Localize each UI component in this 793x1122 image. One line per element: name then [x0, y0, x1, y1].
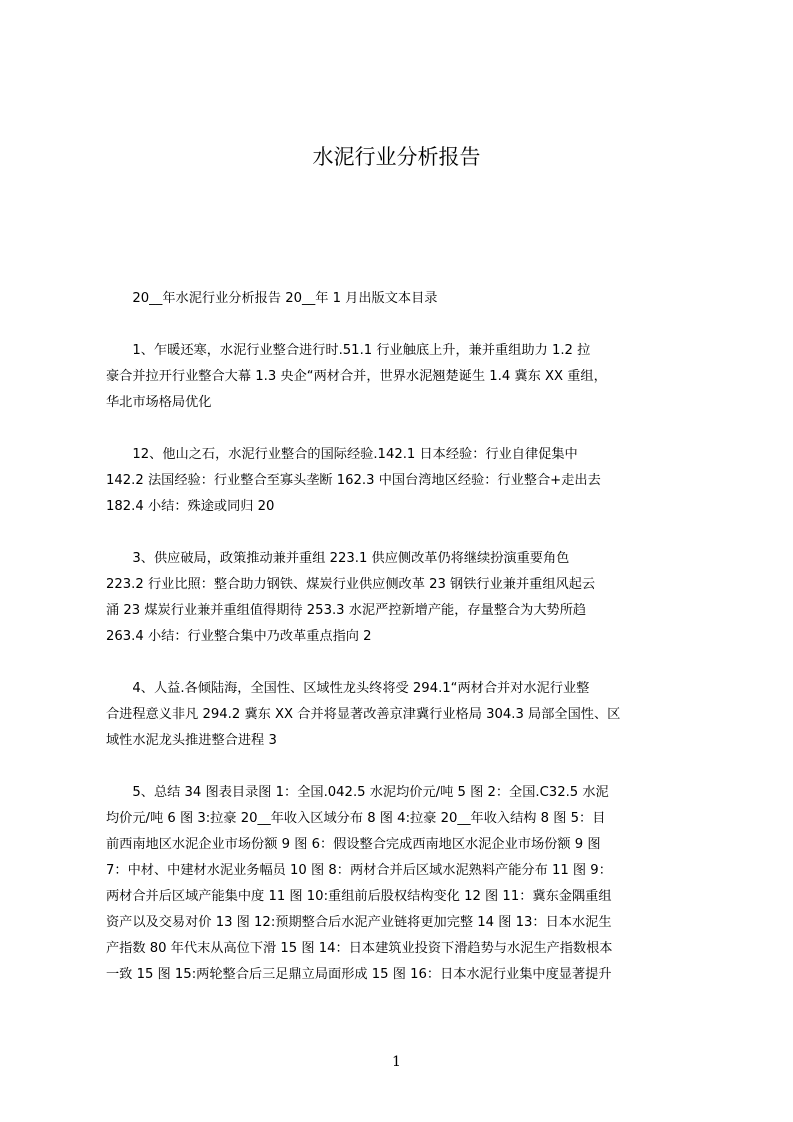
- text-line: 7：中材、中建材水泥业务幅员 10 图 8：两材合并后区域水泥熟料产能分布 11 图 9：: [106, 863, 612, 878]
- page-title: 水泥行业分析报告: [312, 145, 481, 169]
- text-line: 223.2 行业比照：整合助力钢铁、煤炭行业供应侧改革 23 钢铁行业兼并重组风起云: [106, 577, 596, 592]
- text-line: 产指数 80 年代末从高位下滑 15 图 14：日本建筑业投资下滑趋势与水泥生产指数根本: [106, 941, 613, 956]
- text-line: 1、乍暖还寒，水泥行业整合进行时.51.1 行业触底上升，兼并重组助力 1.2 拉: [132, 343, 591, 358]
- paragraph-section-1: [106, 338, 698, 416]
- text-line: 182.4 小结：殊途或同归 20: [106, 499, 275, 514]
- text-line: 142.2 法国经验：行业整合至寡头垄断 162.3 中国台湾地区经验：行业整合+走出去: [106, 473, 601, 488]
- text-line: 20__年水泥行业分析报告 20__年 1 月出版文本目录: [132, 291, 438, 306]
- text-line: 涌 23 煤炭行业兼并重组值得期待 253.3 水泥严控新增产能，存量整合为大势所趋: [106, 603, 587, 618]
- paragraph-section-5: [106, 780, 698, 988]
- text-line: 域性水泥龙头推进整合进程 3: [106, 733, 277, 748]
- page-number: 1: [392, 1054, 401, 1070]
- text-line: 263.4 小结：行业整合集中乃改革重点指向 2: [106, 629, 372, 644]
- text-line: 资产以及交易对价 13 图 12:预期整合后水泥产业链将更加完整 14 图 13：日本水泥生: [106, 915, 612, 930]
- text-line: 前西南地区水泥企业市场份额 9 图 6：假设整合完成西南地区水泥企业市场份额 9 图: [106, 837, 601, 852]
- text-line: 5、总结 34 图表目录图 1：全国.042.5 水泥均价元/吨 5 图 2：全国.C32.5 水泥: [132, 785, 609, 800]
- text-line: 3、供应破局，政策推动兼并重组 223.1 供应侧改革仍将继续扮演重要角色: [132, 551, 570, 566]
- text-line: 一致 15 图 15:两轮整合后三足鼎立局面形成 15 图 16：日本水泥行业集中度显著提升: [106, 967, 612, 982]
- text-line: 两材合并后区域产能集中度 11 图 10:重组前后股权结构变化 12 图 11：冀东金隅重组: [106, 889, 612, 904]
- text-line: 均价元/吨 6 图 3:拉豪 20__年收入区域分布 8 图 4:拉豪 20__年收入结构 8 图 5：目: [106, 811, 606, 826]
- paragraph-toc-heading: [106, 286, 698, 312]
- document-body: [106, 286, 698, 1014]
- paragraph-section-2: [106, 442, 698, 520]
- text-line: 合进程意义非凡 294.2 冀东 XX 合并将显著改善京津冀行业格局 304.3 局部全国性、区: [106, 707, 621, 722]
- text-line: 12、他山之石，水泥行业整合的国际经验.142.1 日本经验：行业自律促集中: [132, 447, 578, 462]
- text-line: 豪合并拉开行业整合大幕 1.3 央企“两材合并，世界水泥翘楚诞生 1.4 冀东 XX 重组，: [106, 369, 607, 384]
- text-line: 4、人益.各倾陆海，全国性、区域性龙头终将受 294.1“两材合并对水泥行业整: [132, 681, 590, 696]
- paragraph-section-3: [106, 546, 698, 650]
- text-line: 华北市场格局优化: [106, 395, 212, 410]
- paragraph-section-4: [106, 676, 698, 754]
